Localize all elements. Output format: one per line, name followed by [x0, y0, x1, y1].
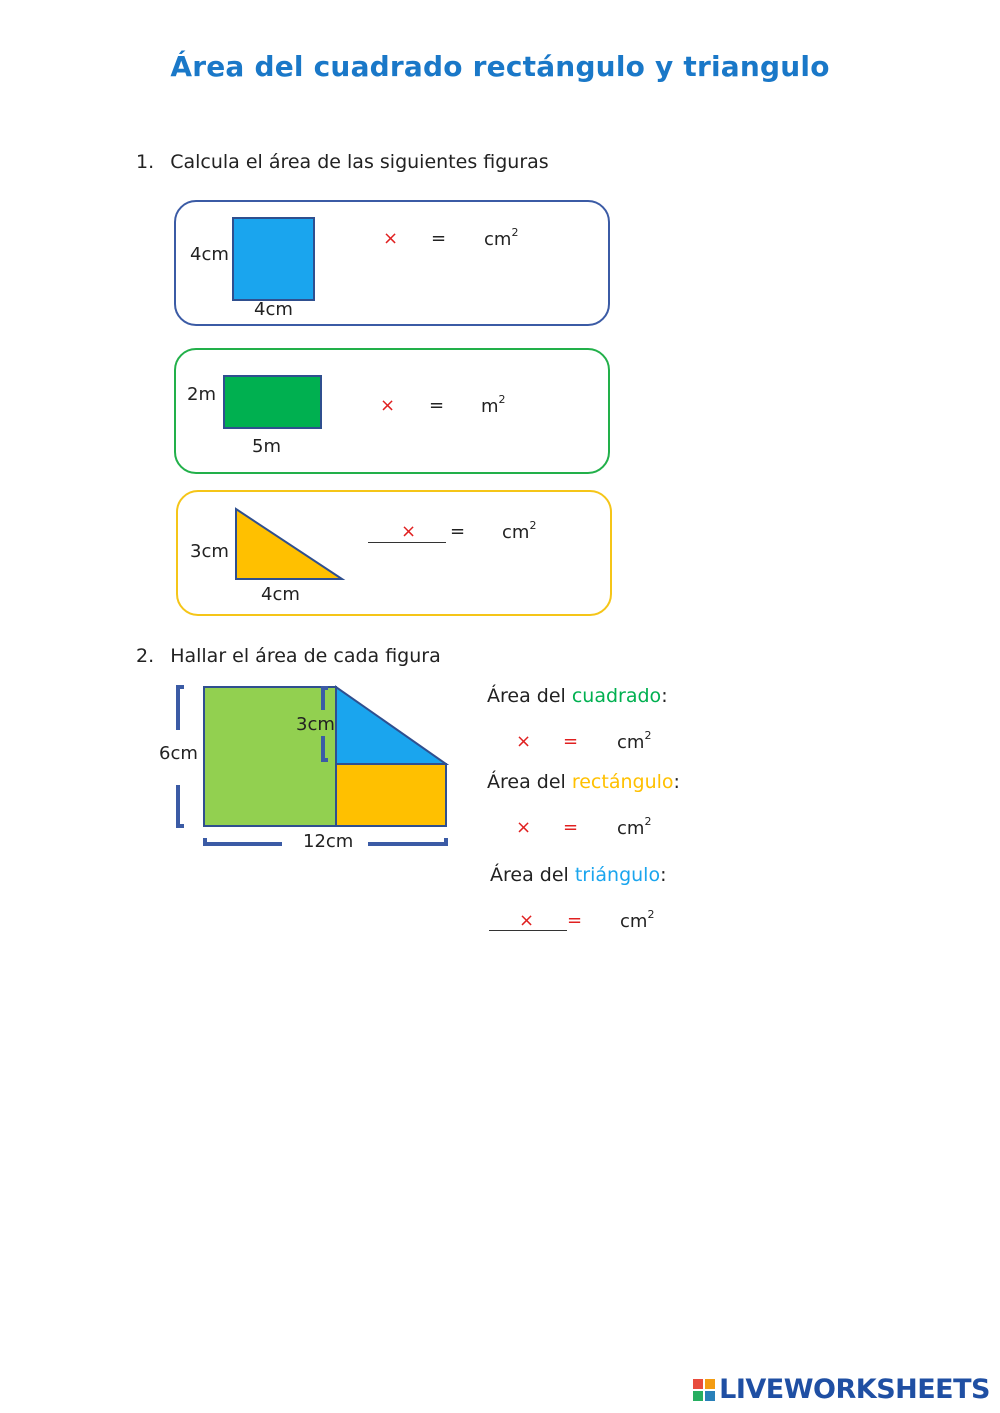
equals-sign: =: [429, 395, 445, 416]
times-sign: ×: [383, 228, 399, 249]
equals-sign: =: [450, 521, 466, 542]
composite-figure: [170, 680, 460, 850]
triangle-area-heading: Área del triángulo:: [490, 864, 667, 886]
times-sign: ×: [519, 910, 535, 931]
equals-sign: =: [563, 817, 579, 838]
rectangle-side-label: 2m: [187, 384, 216, 405]
equals-sign: =: [431, 228, 447, 249]
unit-label: $cm^2$: [617, 729, 652, 753]
rectangle-bottom-label: 5m: [252, 436, 281, 457]
composite-tri-factor-1-input[interactable]: [490, 906, 522, 930]
question-text: Calcula el área de las siguientes figuras: [170, 151, 549, 173]
question-number: 1.: [136, 151, 155, 173]
logo-grid-icon: [693, 1379, 715, 1401]
unit-label: $cm^2$: [620, 908, 655, 932]
unit-label: $cm^2$: [617, 815, 652, 839]
rectangle-factor-2-input[interactable]: [395, 392, 429, 420]
square-side-label: 4cm: [190, 244, 229, 265]
square-factor-1-input[interactable]: [345, 225, 379, 253]
composite-square-factor-1-input[interactable]: [480, 728, 514, 756]
unit-label: $cm^2$: [502, 519, 537, 543]
unit-label: $cm^2$: [484, 226, 519, 250]
square-bottom-label: 4cm: [254, 299, 293, 320]
equals-sign: =: [567, 910, 583, 931]
triangle-bottom-label: 4cm: [261, 584, 300, 605]
times-sign: ×: [516, 817, 532, 838]
rectangle-shape: [223, 375, 322, 429]
blue-triangle: [336, 687, 446, 764]
triangle-factor-2-input[interactable]: [417, 518, 449, 542]
height-label: 6cm: [159, 743, 198, 764]
question-1: [136, 151, 549, 173]
composite-rect-result-input[interactable]: [578, 814, 618, 842]
rectangle-factor-1-input[interactable]: [342, 392, 376, 420]
page-title: Área del cuadrado rectángulo y triangulo: [170, 50, 830, 83]
liveworksheets-logo: [693, 1374, 990, 1405]
question-2: [136, 645, 441, 667]
question-text: Hallar el área de cada figura: [170, 645, 441, 667]
times-sign: ×: [516, 731, 532, 752]
brand-text: LIVEWORKSHEETS: [719, 1374, 990, 1405]
rectangle-area-heading: Área del rectángulo:: [487, 771, 680, 793]
green-square: [204, 687, 336, 826]
square-shape: [232, 217, 315, 301]
yellow-rectangle: [336, 764, 446, 826]
composite-square-factor-2-input[interactable]: [530, 728, 564, 756]
width-label: 12cm: [303, 831, 354, 852]
composite-square-result-input[interactable]: [578, 728, 618, 756]
composite-rect-factor-1-input[interactable]: [480, 814, 514, 842]
equals-sign: =: [563, 731, 579, 752]
composite-tri-result-input[interactable]: [582, 906, 622, 934]
triangle-result-input[interactable]: [465, 518, 505, 546]
rectangle-result-input[interactable]: [443, 392, 483, 420]
triangle-factor-1-input[interactable]: [369, 518, 403, 542]
square-result-input[interactable]: [445, 225, 485, 253]
unit-label: $m^2$: [481, 393, 506, 417]
triangle-side-label: 3cm: [190, 541, 229, 562]
square-factor-2-input[interactable]: [398, 225, 432, 253]
composite-rect-factor-2-input[interactable]: [530, 814, 564, 842]
composite-tri-factor-2-input[interactable]: [536, 906, 570, 930]
square-area-heading: Área del cuadrado:: [487, 685, 668, 707]
times-sign: ×: [380, 395, 396, 416]
question-number: 2.: [136, 645, 155, 667]
small-height-label: 3cm: [296, 714, 335, 735]
triangle-shape: [230, 505, 348, 585]
times-sign: ×: [401, 521, 417, 542]
